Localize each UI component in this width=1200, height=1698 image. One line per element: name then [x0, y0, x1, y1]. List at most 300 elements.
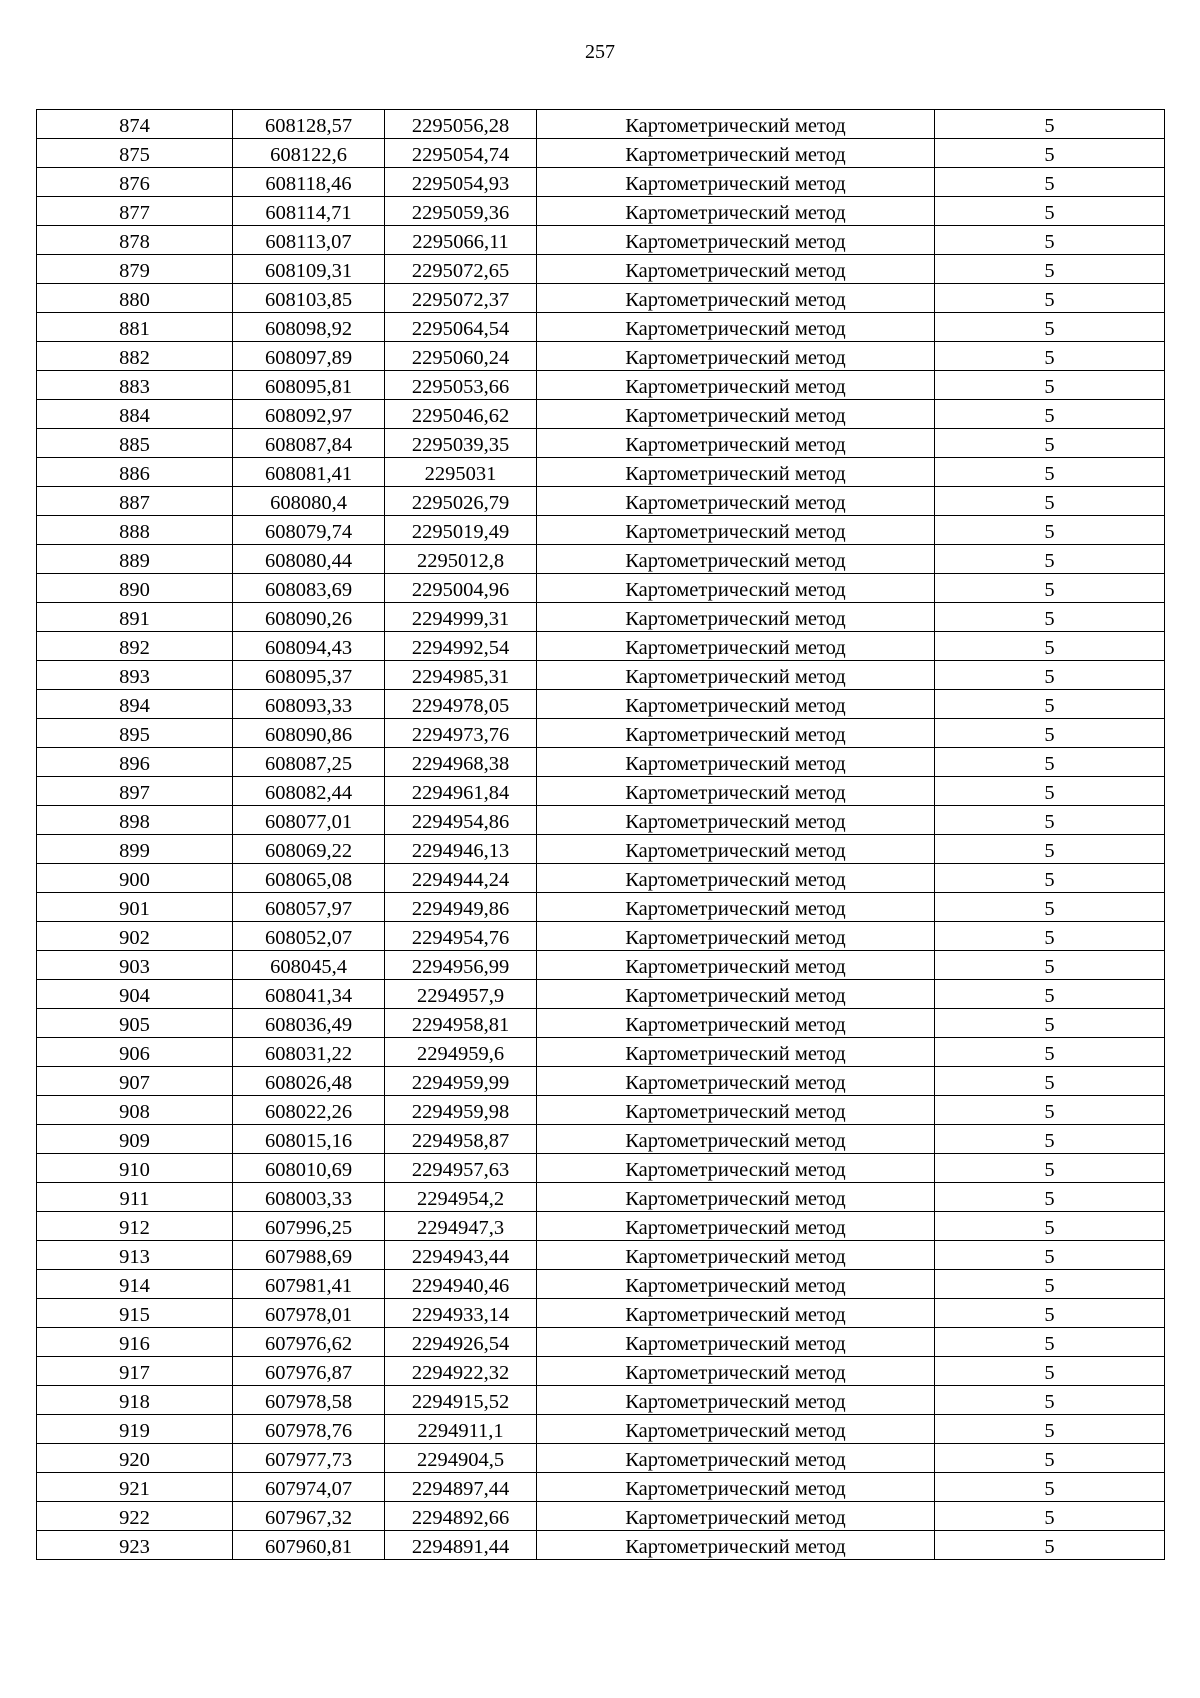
y-coordinate-text: 2294961,84 [411, 782, 510, 804]
method-cell [537, 1038, 935, 1067]
point-number-cell [37, 1067, 233, 1096]
point-number-cell [37, 1125, 233, 1154]
method-text: Картометрический метод [625, 579, 846, 601]
accuracy-cell [935, 603, 1165, 632]
table-row [37, 313, 1165, 342]
point-number-text: 905 [119, 1014, 150, 1036]
point-number-text: 913 [119, 1246, 150, 1268]
point-number-text: 888 [119, 521, 150, 543]
y-coordinate-cell [385, 545, 537, 574]
accuracy-text: 5 [1044, 347, 1055, 369]
accuracy-text: 5 [1044, 1536, 1055, 1558]
x-coordinate-text: 608036,49 [264, 1014, 353, 1036]
point-number-text: 909 [119, 1130, 150, 1152]
point-number-text: 895 [119, 724, 150, 746]
y-coordinate-cell [385, 1473, 537, 1502]
y-coordinate-text: 2294904,5 [416, 1449, 505, 1471]
point-number-text: 874 [119, 115, 150, 137]
point-number-text: 898 [119, 811, 150, 833]
x-coordinate-cell [233, 110, 385, 139]
method-cell [537, 1299, 935, 1328]
method-cell [537, 458, 935, 487]
point-number-text: 890 [119, 579, 150, 601]
x-coordinate-cell [233, 458, 385, 487]
method-cell [537, 1183, 935, 1212]
point-number-text: 920 [119, 1449, 150, 1471]
accuracy-text: 5 [1044, 550, 1055, 572]
y-coordinate-text: 2295012,8 [416, 550, 505, 572]
point-number-cell [37, 1270, 233, 1299]
accuracy-text: 5 [1044, 521, 1055, 543]
y-coordinate-cell [385, 197, 537, 226]
accuracy-text: 5 [1044, 1304, 1055, 1326]
accuracy-text: 5 [1044, 927, 1055, 949]
x-coordinate-cell [233, 1386, 385, 1415]
table-row [37, 1444, 1165, 1473]
y-coordinate-cell [385, 313, 537, 342]
x-coordinate-text: 607978,58 [264, 1391, 353, 1413]
y-coordinate-text: 2294954,2 [416, 1188, 505, 1210]
y-coordinate-text: 2294985,31 [411, 666, 510, 688]
accuracy-cell [935, 922, 1165, 951]
y-coordinate-text: 2294946,13 [411, 840, 510, 862]
point-number-text: 904 [119, 985, 150, 1007]
y-coordinate-text: 2294933,14 [411, 1304, 510, 1326]
point-number-text: 921 [119, 1478, 150, 1500]
method-cell [537, 139, 935, 168]
method-cell [537, 1154, 935, 1183]
accuracy-cell [935, 1125, 1165, 1154]
point-number-cell [37, 690, 233, 719]
y-coordinate-cell [385, 1125, 537, 1154]
table-row [37, 980, 1165, 1009]
point-number-text: 896 [119, 753, 150, 775]
x-coordinate-text: 608052,07 [264, 927, 353, 949]
point-number-text: 912 [119, 1217, 150, 1239]
table-row [37, 1212, 1165, 1241]
method-cell [537, 1386, 935, 1415]
accuracy-text: 5 [1044, 608, 1055, 630]
point-number-cell [37, 835, 233, 864]
method-cell [537, 313, 935, 342]
point-number-cell [37, 400, 233, 429]
point-number-cell [37, 777, 233, 806]
y-coordinate-text: 2294957,63 [411, 1159, 510, 1181]
y-coordinate-cell [385, 1502, 537, 1531]
method-text: Картометрический метод [625, 1275, 846, 1297]
table-row [37, 110, 1165, 139]
x-coordinate-cell [233, 139, 385, 168]
x-coordinate-text: 608045,4 [270, 956, 347, 978]
accuracy-cell [935, 777, 1165, 806]
accuracy-text: 5 [1044, 1478, 1055, 1500]
table-row [37, 1067, 1165, 1096]
accuracy-cell [935, 1357, 1165, 1386]
x-coordinate-cell [233, 574, 385, 603]
method-cell [537, 371, 935, 400]
method-cell [537, 690, 935, 719]
table-row [37, 1502, 1165, 1531]
point-number-text: 882 [119, 347, 150, 369]
y-coordinate-text: 2295054,93 [411, 173, 510, 195]
point-number-cell [37, 342, 233, 371]
point-number-cell [37, 980, 233, 1009]
y-coordinate-text: 2294926,54 [411, 1333, 510, 1355]
y-coordinate-cell [385, 255, 537, 284]
y-coordinate-cell [385, 835, 537, 864]
method-text: Картометрический метод [625, 144, 846, 166]
x-coordinate-cell [233, 487, 385, 516]
accuracy-text: 5 [1044, 492, 1055, 514]
y-coordinate-cell [385, 603, 537, 632]
method-cell [537, 1241, 935, 1270]
point-number-text: 886 [119, 463, 150, 485]
y-coordinate-cell [385, 226, 537, 255]
accuracy-cell [935, 197, 1165, 226]
point-number-text: 880 [119, 289, 150, 311]
point-number-text: 878 [119, 231, 150, 253]
point-number-cell [37, 1415, 233, 1444]
y-coordinate-text: 2294959,98 [411, 1101, 510, 1123]
x-coordinate-cell [233, 1038, 385, 1067]
method-text: Картометрический метод [625, 724, 846, 746]
method-text: Картометрический метод [625, 1362, 846, 1384]
accuracy-text: 5 [1044, 724, 1055, 746]
accuracy-text: 5 [1044, 376, 1055, 398]
method-text: Картометрический метод [625, 463, 846, 485]
accuracy-cell [935, 1154, 1165, 1183]
x-coordinate-text: 607960,81 [264, 1536, 353, 1558]
method-text: Картометрический метод [625, 115, 846, 137]
y-coordinate-cell [385, 342, 537, 371]
accuracy-text: 5 [1044, 1130, 1055, 1152]
x-coordinate-cell [233, 1531, 385, 1560]
point-number-cell [37, 893, 233, 922]
table-row [37, 806, 1165, 835]
method-cell [537, 980, 935, 1009]
x-coordinate-text: 608122,6 [270, 144, 347, 166]
y-coordinate-text: 2294892,66 [411, 1507, 510, 1529]
x-coordinate-cell [233, 748, 385, 777]
point-number-text: 877 [119, 202, 150, 224]
x-coordinate-text: 608113,07 [265, 231, 352, 253]
accuracy-text: 5 [1044, 1275, 1055, 1297]
table-row [37, 516, 1165, 545]
y-coordinate-text: 2294973,76 [411, 724, 510, 746]
point-number-cell [37, 951, 233, 980]
table-row [37, 835, 1165, 864]
point-number-text: 899 [119, 840, 150, 862]
table-row [37, 1096, 1165, 1125]
point-number-text: 911 [119, 1188, 150, 1210]
y-coordinate-text: 2294956,99 [411, 956, 510, 978]
accuracy-text: 5 [1044, 260, 1055, 282]
table-row [37, 603, 1165, 632]
y-coordinate-cell [385, 458, 537, 487]
x-coordinate-text: 608026,48 [264, 1072, 353, 1094]
x-coordinate-cell [233, 342, 385, 371]
table-row [37, 1154, 1165, 1183]
method-cell [537, 284, 935, 313]
point-number-cell [37, 1473, 233, 1502]
accuracy-cell [935, 226, 1165, 255]
method-cell [537, 748, 935, 777]
x-coordinate-text: 608103,85 [264, 289, 353, 311]
accuracy-cell [935, 400, 1165, 429]
point-number-text: 892 [119, 637, 150, 659]
accuracy-cell [935, 1531, 1165, 1560]
y-coordinate-text: 2295072,37 [411, 289, 510, 311]
y-coordinate-text: 2294958,87 [411, 1130, 510, 1152]
x-coordinate-text: 607967,32 [264, 1507, 353, 1529]
method-cell [537, 1415, 935, 1444]
y-coordinate-text: 2295046,62 [411, 405, 510, 427]
method-text: Картометрический метод [625, 840, 846, 862]
y-coordinate-cell [385, 487, 537, 516]
point-number-cell [37, 1009, 233, 1038]
accuracy-text: 5 [1044, 869, 1055, 891]
y-coordinate-cell [385, 400, 537, 429]
method-text: Картометрический метод [625, 1449, 846, 1471]
point-number-cell [37, 1212, 233, 1241]
y-coordinate-cell [385, 690, 537, 719]
y-coordinate-cell [385, 632, 537, 661]
accuracy-text: 5 [1044, 1420, 1055, 1442]
y-coordinate-text: 2294954,86 [411, 811, 510, 833]
method-cell [537, 574, 935, 603]
table-row [37, 632, 1165, 661]
point-number-text: 923 [119, 1536, 150, 1558]
table-row [37, 342, 1165, 371]
x-coordinate-cell [233, 197, 385, 226]
method-text: Картометрический метод [625, 1130, 846, 1152]
method-cell [537, 1270, 935, 1299]
accuracy-text: 5 [1044, 173, 1055, 195]
x-coordinate-text: 608031,22 [264, 1043, 353, 1065]
accuracy-text: 5 [1044, 202, 1055, 224]
x-coordinate-cell [233, 690, 385, 719]
method-cell [537, 1212, 935, 1241]
y-coordinate-text: 2294968,38 [411, 753, 510, 775]
x-coordinate-text: 608080,44 [264, 550, 353, 572]
accuracy-text: 5 [1044, 318, 1055, 340]
x-coordinate-cell [233, 632, 385, 661]
x-coordinate-cell [233, 516, 385, 545]
y-coordinate-cell [385, 864, 537, 893]
accuracy-text: 5 [1044, 115, 1055, 137]
table-row [37, 545, 1165, 574]
accuracy-text: 5 [1044, 1043, 1055, 1065]
point-number-cell [37, 226, 233, 255]
method-text: Картометрический метод [625, 1072, 846, 1094]
accuracy-text: 5 [1044, 1188, 1055, 1210]
accuracy-text: 5 [1044, 434, 1055, 456]
x-coordinate-cell [233, 1299, 385, 1328]
accuracy-cell [935, 1328, 1165, 1357]
x-coordinate-text: 608079,74 [264, 521, 353, 543]
y-coordinate-text: 2294959,99 [411, 1072, 510, 1094]
point-number-text: 910 [119, 1159, 150, 1181]
point-number-text: 919 [119, 1420, 150, 1442]
accuracy-cell [935, 574, 1165, 603]
point-number-cell [37, 1502, 233, 1531]
table-row [37, 1299, 1165, 1328]
point-number-text: 900 [119, 869, 150, 891]
x-coordinate-text: 608128,57 [264, 115, 353, 137]
table-row [37, 864, 1165, 893]
x-coordinate-text: 608109,31 [264, 260, 353, 282]
y-coordinate-cell [385, 1038, 537, 1067]
x-coordinate-text: 608118,46 [265, 173, 352, 195]
method-cell [537, 1444, 935, 1473]
x-coordinate-text: 608015,16 [264, 1130, 353, 1152]
point-number-cell [37, 1183, 233, 1212]
y-coordinate-cell [385, 371, 537, 400]
accuracy-text: 5 [1044, 666, 1055, 688]
method-text: Картометрический метод [625, 1536, 846, 1558]
table-row [37, 574, 1165, 603]
point-number-cell [37, 1444, 233, 1473]
y-coordinate-text: 2294915,52 [411, 1391, 510, 1413]
table-row [37, 951, 1165, 980]
point-number-text: 884 [119, 405, 150, 427]
x-coordinate-text: 607974,07 [264, 1478, 353, 1500]
method-text: Картометрический метод [625, 1478, 846, 1500]
method-text: Картометрический метод [625, 1101, 846, 1123]
method-cell [537, 806, 935, 835]
y-coordinate-cell [385, 1009, 537, 1038]
accuracy-cell [935, 1241, 1165, 1270]
table-body [37, 110, 1165, 1560]
y-coordinate-cell [385, 980, 537, 1009]
y-coordinate-text: 2295064,54 [411, 318, 510, 340]
point-number-cell [37, 632, 233, 661]
table-row [37, 1270, 1165, 1299]
point-number-cell [37, 1328, 233, 1357]
method-text: Картометрический метод [625, 1420, 846, 1442]
method-cell [537, 632, 935, 661]
method-text: Картометрический метод [625, 434, 846, 456]
x-coordinate-cell [233, 1270, 385, 1299]
x-coordinate-text: 608083,69 [264, 579, 353, 601]
accuracy-text: 5 [1044, 1159, 1055, 1181]
x-coordinate-text: 607976,62 [264, 1333, 353, 1355]
accuracy-cell [935, 806, 1165, 835]
method-cell [537, 1009, 935, 1038]
x-coordinate-cell [233, 313, 385, 342]
point-number-text: 881 [119, 318, 150, 340]
x-coordinate-cell [233, 168, 385, 197]
accuracy-cell [935, 661, 1165, 690]
point-number-cell [37, 603, 233, 632]
point-number-cell [37, 719, 233, 748]
table-row [37, 1357, 1165, 1386]
accuracy-text: 5 [1044, 695, 1055, 717]
x-coordinate-cell [233, 1241, 385, 1270]
y-coordinate-text: 2295039,35 [411, 434, 510, 456]
point-number-cell [37, 255, 233, 284]
y-coordinate-text: 2294959,6 [416, 1043, 505, 1065]
point-number-text: 902 [119, 927, 150, 949]
accuracy-text: 5 [1044, 1507, 1055, 1529]
point-number-cell [37, 1154, 233, 1183]
x-coordinate-cell [233, 806, 385, 835]
x-coordinate-cell [233, 255, 385, 284]
method-cell [537, 429, 935, 458]
method-cell [537, 545, 935, 574]
x-coordinate-text: 608094,43 [264, 637, 353, 659]
x-coordinate-cell [233, 1357, 385, 1386]
accuracy-text: 5 [1044, 1014, 1055, 1036]
accuracy-text: 5 [1044, 1391, 1055, 1413]
x-coordinate-cell [233, 1067, 385, 1096]
method-text: Картометрический метод [625, 869, 846, 891]
point-number-cell [37, 806, 233, 835]
point-number-text: 875 [119, 144, 150, 166]
method-text: Картометрический метод [625, 1246, 846, 1268]
method-cell [537, 516, 935, 545]
accuracy-text: 5 [1044, 811, 1055, 833]
point-number-cell [37, 1096, 233, 1125]
y-coordinate-cell [385, 139, 537, 168]
y-coordinate-cell [385, 951, 537, 980]
method-cell [537, 400, 935, 429]
point-number-text: 918 [119, 1391, 150, 1413]
method-text: Картометрический метод [625, 782, 846, 804]
x-coordinate-text: 608069,22 [264, 840, 353, 862]
x-coordinate-text: 608041,34 [264, 985, 353, 1007]
point-number-cell [37, 458, 233, 487]
y-coordinate-cell [385, 1212, 537, 1241]
point-number-text: 908 [119, 1101, 150, 1123]
y-coordinate-cell [385, 168, 537, 197]
table-row [37, 748, 1165, 777]
y-coordinate-text: 2294999,31 [411, 608, 510, 630]
method-text: Картометрический метод [625, 1159, 846, 1181]
accuracy-cell [935, 980, 1165, 1009]
table-row [37, 139, 1165, 168]
point-number-cell [37, 429, 233, 458]
table-row [37, 690, 1165, 719]
point-number-text: 922 [119, 1507, 150, 1529]
accuracy-cell [935, 487, 1165, 516]
accuracy-text: 5 [1044, 1246, 1055, 1268]
method-cell [537, 1531, 935, 1560]
y-coordinate-text: 2295072,65 [411, 260, 510, 282]
x-coordinate-cell [233, 1096, 385, 1125]
point-number-text: 915 [119, 1304, 150, 1326]
accuracy-cell [935, 1038, 1165, 1067]
page-number: 257 [585, 41, 615, 63]
method-cell [537, 342, 935, 371]
x-coordinate-cell [233, 1415, 385, 1444]
method-text: Картометрический метод [625, 695, 846, 717]
accuracy-text: 5 [1044, 405, 1055, 427]
accuracy-cell [935, 255, 1165, 284]
y-coordinate-text: 2294940,46 [411, 1275, 510, 1297]
point-number-text: 879 [119, 260, 150, 282]
x-coordinate-cell [233, 661, 385, 690]
point-number-cell [37, 1357, 233, 1386]
accuracy-text: 5 [1044, 637, 1055, 659]
method-text: Картометрический метод [625, 318, 846, 340]
method-text: Картометрический метод [625, 202, 846, 224]
accuracy-cell [935, 516, 1165, 545]
table-row [37, 1415, 1165, 1444]
y-coordinate-text: 2295053,66 [411, 376, 510, 398]
x-coordinate-cell [233, 545, 385, 574]
table-row [37, 168, 1165, 197]
